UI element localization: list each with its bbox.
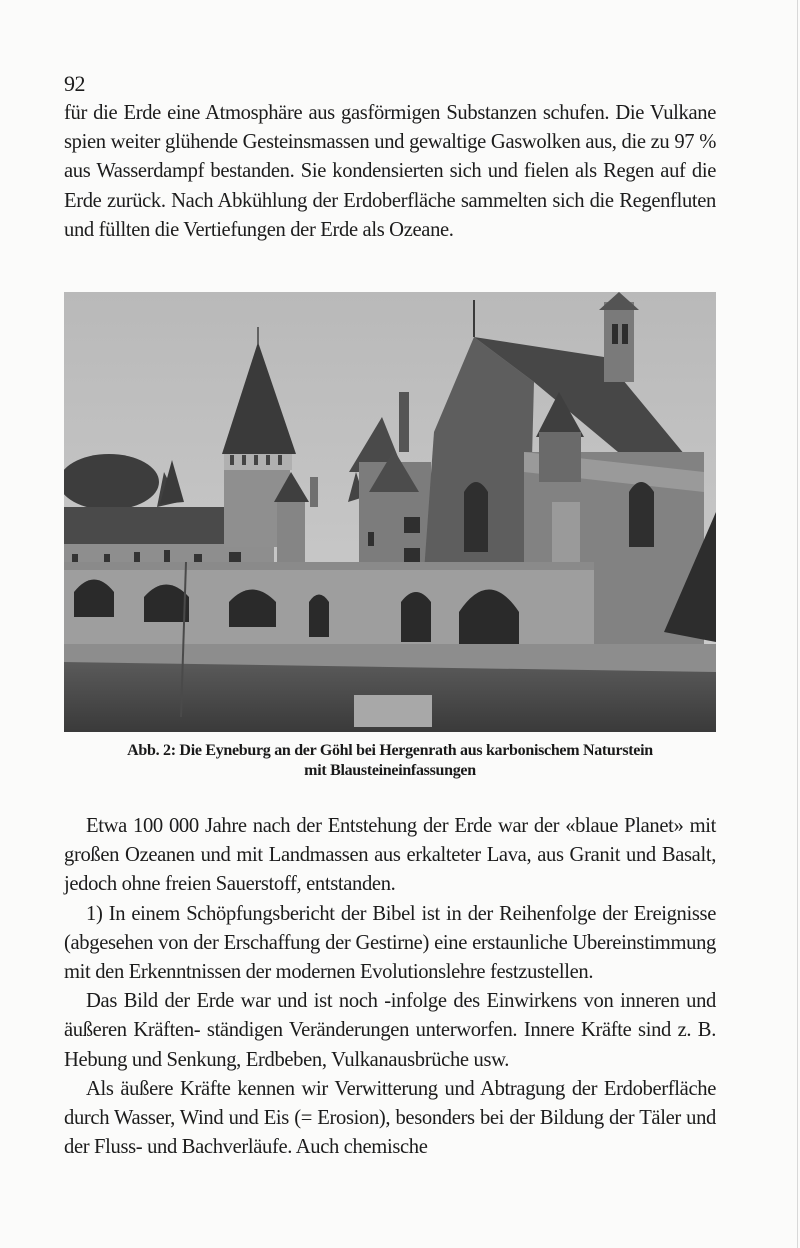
paragraph-blue-planet: Etwa 100 000 Jahre nach der Entstehung der Erde war der «blaue Planet» mit großen Ozeanen und mit Landmassen aus erkalteter Lava, aus Granit und Basalt, jedoch ohne freien Sauerstoff, entstanden. bbox=[64, 815, 716, 896]
body-text-block bbox=[64, 812, 716, 1162]
caption-line-2: mit Blausteineinfassungen bbox=[304, 762, 476, 779]
figure-photo-eyneburg bbox=[64, 292, 716, 732]
intro-paragraph-block bbox=[64, 99, 716, 245]
figure-caption bbox=[64, 741, 716, 781]
caption-line-1: Abb. 2: Die Eyneburg an der Göhl bei Hergenrath aus karbonischem Naturstein bbox=[127, 742, 653, 759]
page-number: 92 bbox=[64, 71, 85, 96]
intro-paragraph: für die Erde eine Atmosphäre aus gasförmigen Substanzen schufen. Die Vulkane spien weiter glühende Gesteinsmassen und gewaltige Gaswolken aus, die zu 97 % aus Wasserdampf bestanden. Sie kondensierten sich und fielen als Regen auf die Erde zurück. Nach Abkühlung der Erdoberfläche sammelten sich die Regenfluten und füllten die Vertiefungen der Erde als Ozeane. bbox=[64, 102, 716, 241]
footnote-1: 1) In einem Schöpfungsbericht der Bibel ist in der Reihenfolge der Ereignisse (abgesehen von der Erschaffung der Gestirne) eine erstaunliche Ubereinstimmung mit den Erkenntnissen der modernen Evolutionslehre festzustellen. bbox=[64, 902, 716, 984]
paragraph-outer-forces: Als äußere Kräfte kennen wir Verwitterung und Abtragung der Erdoberfläche durch Wasser, Wind und Eis (= Erosion), besonders bei der Bildung der Täler und der Fluss- und Bachverläufe. Auch chemische bbox=[64, 1077, 716, 1159]
page-edge bbox=[797, 0, 798, 1248]
paragraph-inner-forces: Das Bild der Erde war und ist noch -infolge des Einwirkens von inneren und äußeren Kräften- ständigen Veränderungen unterworfen. Innere Kräfte sind z. B. Hebung und Senkung, Erdbeben, Vulkanausbrüche usw. bbox=[64, 990, 716, 1071]
castle-photo bbox=[64, 292, 716, 732]
